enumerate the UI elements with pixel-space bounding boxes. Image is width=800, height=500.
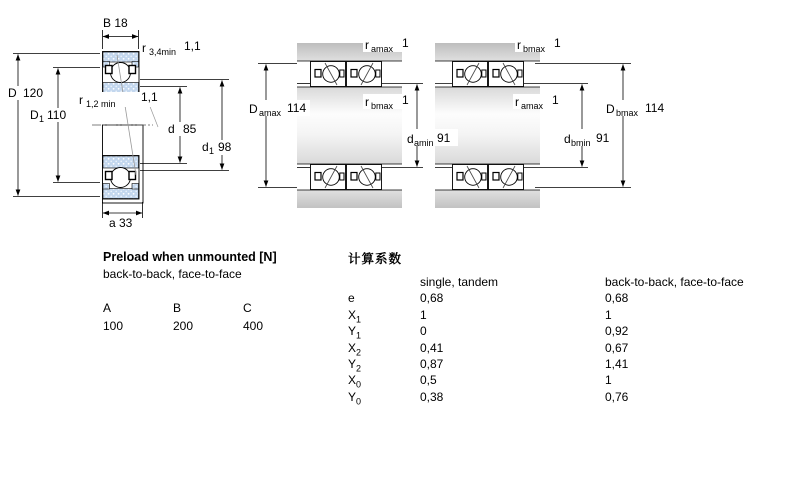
dim-label-dbmin: d [564,132,571,146]
svg-text:1: 1 [39,114,45,124]
dim-label-damin: d [407,132,414,146]
dim-label-rbmax-a: r [365,95,369,109]
svg-text:amax: amax [259,108,282,118]
calculation-factors-table [348,249,800,405]
dim-label-d: d [168,122,175,136]
svg-text:120: 120 [23,86,44,100]
svg-text:bmax: bmax [523,44,546,54]
bearing-symbol [453,62,488,87]
factor-paired-value: 1 [605,373,612,388]
factor-paired-value: 0,67 [605,340,629,355]
factor-single-value: 0,38 [420,389,444,404]
preload-col-header: A [103,301,112,315]
svg-text:amax: amax [521,101,544,111]
factor-single-value: 0,41 [420,340,444,355]
technical-diagrams [0,0,800,245]
svg-text:1: 1 [402,36,409,50]
svg-text:91: 91 [596,131,610,145]
factor-paired-value: 0,68 [605,291,629,306]
arrangement-b-diagram [435,43,588,208]
factors-col2-header: back-to-back, face-to-face [605,275,744,289]
factor-row-label: $X_0$ [348,373,362,390]
factor-single-value: 0,5 [420,373,437,388]
bearing-symbol [311,165,346,190]
factor-single-value: 0,87 [420,357,444,372]
dim-label-Damax: D [249,102,258,116]
preload-value: 400 [243,319,264,333]
bearing-symbol [489,165,524,190]
preload-subtitle: back-to-back, face-to-face [103,267,242,281]
bearing-cross-section-diagram [92,52,158,204]
svg-text:1: 1 [552,93,559,107]
dim-label-r12: r [79,93,83,107]
factor-paired-value: 0,76 [605,389,629,404]
factor-row-label: $X_1$ [348,307,362,325]
dim-label-D: D [8,86,17,100]
factor-single-value: 0 [420,324,427,339]
svg-text:1: 1 [209,146,215,156]
dim-label-r34: r [142,41,146,55]
bearing-symbol [347,62,382,87]
factor-row-label: e [348,291,355,306]
svg-text:114: 114 [287,101,307,115]
arrangement-a-diagram [297,43,423,208]
svg-text:1,1: 1,1 [184,39,201,53]
bearing-section-top [103,52,140,96]
dim-label-a: a 33 [109,216,133,230]
factor-single-value: 0,68 [420,291,444,306]
factor-row-label: $Y_0$ [348,389,362,407]
svg-text:3,4min: 3,4min [149,47,177,57]
svg-text:1,2 min: 1,2 min [86,99,116,109]
svg-text:114: 114 [645,101,665,115]
bearing-symbol [489,62,524,87]
svg-text:bmin: bmin [571,138,591,148]
factor-paired-value: 1,41 [605,357,629,372]
dim-label-Dbmax: D [606,102,615,116]
bearing-section-bottom [103,156,140,200]
factor-row-label: $Y_2$ [348,357,362,374]
preload-table [103,250,313,333]
svg-text:amin: amin [414,138,434,148]
dim-label-rbmax-b: r [517,38,521,52]
svg-text:91: 91 [437,131,451,145]
svg-text:amax: amax [371,44,394,54]
ball [111,168,131,188]
svg-text:bmax: bmax [616,108,639,118]
factor-row-label: $Y_1$ [348,324,362,341]
dim-label-ramax-a: r [365,38,369,52]
dim-label-D1: D [30,108,39,122]
preload-title: Preload when unmounted [N] [103,250,277,264]
svg-text:1: 1 [402,93,409,107]
preload-value: 100 [103,319,124,333]
svg-text:98: 98 [218,140,232,154]
svg-text:bmax: bmax [371,101,394,111]
radius-leader-line [149,104,158,127]
dim-label-ramax-b: r [515,95,519,109]
factor-row-label: $X_2$ [348,340,362,358]
bearing-symbol [347,165,382,190]
dim-label-b: B 18 [103,16,128,30]
preload-value: 200 [173,319,194,333]
factor-single-value: 1 [420,307,427,322]
svg-text:85: 85 [183,122,197,136]
factor-paired-value: 1 [605,307,612,322]
factor-paired-value: 0,92 [605,324,629,339]
bearing-symbol [311,62,346,87]
preload-col-header: B [173,301,182,315]
factors-col1-header: single, tandem [420,275,499,289]
bearing-symbol [453,165,488,190]
svg-text:1,1: 1,1 [141,90,158,104]
factors-title: 计算系数 [348,252,403,266]
preload-col-header: C [243,301,252,315]
dim-label-d1: d [202,140,209,154]
svg-text:110: 110 [47,108,67,122]
svg-text:1: 1 [554,36,561,50]
